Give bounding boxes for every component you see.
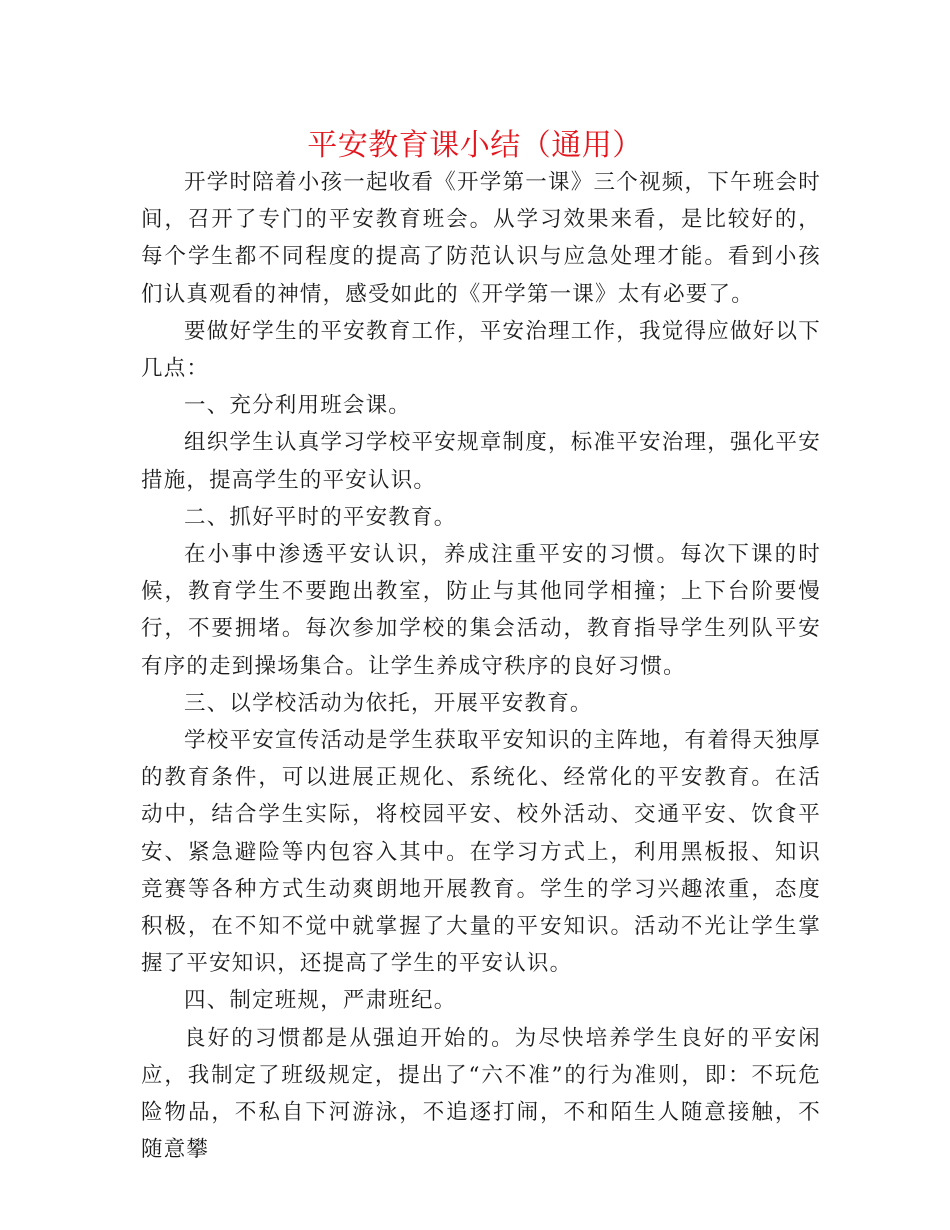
heading-point-1: 一、充分利用班会课。: [184, 393, 412, 419]
document-body: [141, 164, 821, 1168]
heading-point-3: 三、以学校活动为依托，开展平安教育。: [184, 690, 593, 716]
heading-point-4: 四、制定班规，严肃班纪。: [184, 988, 457, 1014]
paragraph-point-4: 良好的习惯都是从强迫开始的。为尽快培养学生良好的平安闲应，我制定了班级规定，提出了“六不准”的行为准则，即：不玩危险物品，不私自下河游泳，不追逐打闹，不和陌生人随意接触，不随意攀: [141, 1025, 821, 1163]
paragraph-point-1: 组织学生认真学习学校平安规章制度，标准平安治理，强化平安措施，提高学生的平安认识。: [141, 430, 821, 493]
paragraph-point-2: 在小事中渗透平安认识，养成注重平安的习惯。每次下课的时候，教育学生不要跑出教室，防止与其他同学相撞；上下台阶要慢行，不要拥堵。每次参加学校的集会活动，教育指导学生列队平安有序的走到操场集合。让学生养成守秩序的良好习惯。: [141, 542, 821, 679]
document-title: 平安教育课小结（通用）: [307, 128, 643, 163]
paragraph-points-lead: 要做好学生的平安教育工作，平安治理工作，我觉得应做好以下几点：: [141, 318, 821, 382]
paragraph-intro: 开学时陪着小孩一起收看《开学第一课》三个视频，下午班会时间，召开了专门的平安教育班会。从学习效果来看，是比较好的，每个学生都不同程度的提高了防范认识与应急处理才能。看到小孩们认真观看的神情，感受如此的《开学第一课》太有必要了。: [141, 170, 821, 307]
paragraph-point-3: 学校平安宣传活动是学生获取平安知识的主阵地，有着得天独厚的教育条件，可以进展正规化、系统化、经常化的平安教育。在活动中，结合学生实际，将校园平安、校外活动、交通平安、饮食平安、紧急避险等内包容入其中。在学习方式上，利用黑板报、知识竞赛等各种方式生动爽朗地开展教育。学生的学习兴趣浓重，态度积极，在不知不觉中就掌握了大量的平安知识。活动不光让学生掌握了平安知识，还提高了学生的平安认识。: [141, 728, 821, 977]
heading-point-2: 二、抓好平时的平安教育。: [184, 504, 457, 530]
